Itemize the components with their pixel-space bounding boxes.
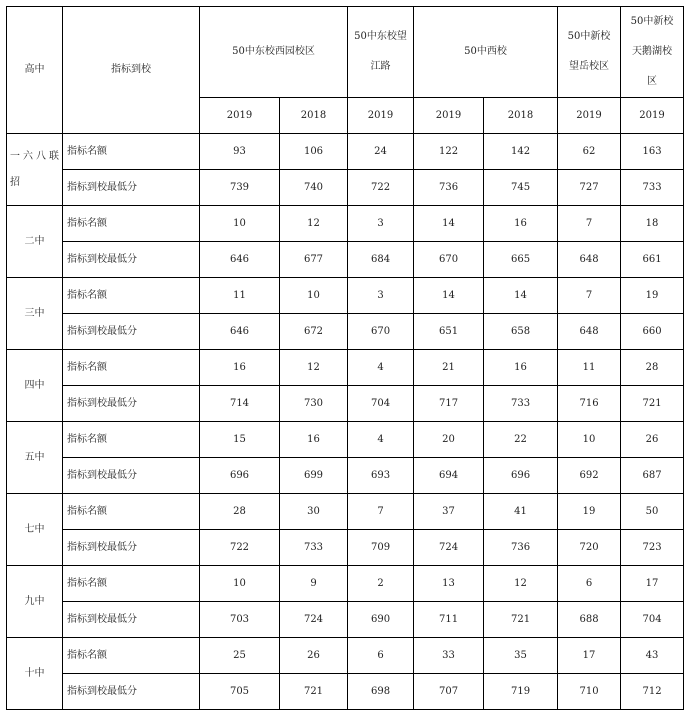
quota-cell: 35 xyxy=(484,638,558,674)
metric-quota-label: 指标名额 xyxy=(63,494,200,530)
quota-cell: 11 xyxy=(200,278,280,314)
min-score-cell: 736 xyxy=(414,170,484,206)
quota-cell: 12 xyxy=(280,206,348,242)
metric-min-score-label: 指标到校最低分 xyxy=(63,602,200,638)
metric-min-score-label: 指标到校最低分 xyxy=(63,458,200,494)
quota-cell: 16 xyxy=(484,206,558,242)
quota-cell: 43 xyxy=(621,638,684,674)
min-score-cell: 684 xyxy=(348,242,414,278)
min-score-cell: 705 xyxy=(200,674,280,710)
header-year: 2019 xyxy=(414,98,484,134)
quota-cell: 3 xyxy=(348,206,414,242)
min-score-cell: 665 xyxy=(484,242,558,278)
quota-cell: 10 xyxy=(280,278,348,314)
table-row xyxy=(7,458,684,494)
quota-cell: 50 xyxy=(621,494,684,530)
min-score-cell: 716 xyxy=(558,386,621,422)
quota-cell: 18 xyxy=(621,206,684,242)
quota-cell: 163 xyxy=(621,134,684,170)
table-row xyxy=(7,674,684,710)
table-row xyxy=(7,638,684,674)
min-score-cell: 699 xyxy=(280,458,348,494)
header-campus-wangyue: 50中新校望岳校区 xyxy=(558,7,621,98)
table-row xyxy=(7,314,684,350)
metric-quota-label: 指标名额 xyxy=(63,134,200,170)
min-score-cell: 740 xyxy=(280,170,348,206)
quota-cell: 24 xyxy=(348,134,414,170)
min-score-cell: 698 xyxy=(348,674,414,710)
metric-quota-label: 指标名额 xyxy=(63,278,200,314)
min-score-cell: 693 xyxy=(348,458,414,494)
quota-cell: 106 xyxy=(280,134,348,170)
quota-cell: 19 xyxy=(558,494,621,530)
min-score-cell: 736 xyxy=(484,530,558,566)
min-score-cell: 660 xyxy=(621,314,684,350)
quota-cell: 28 xyxy=(200,494,280,530)
quota-cell: 12 xyxy=(280,350,348,386)
min-score-cell: 723 xyxy=(621,530,684,566)
min-score-cell: 687 xyxy=(621,458,684,494)
school-name: 五中 xyxy=(7,422,63,494)
metric-min-score-label: 指标到校最低分 xyxy=(63,674,200,710)
quota-cell: 10 xyxy=(558,422,621,458)
quota-cell: 33 xyxy=(414,638,484,674)
header-year: 2018 xyxy=(484,98,558,134)
min-score-cell: 651 xyxy=(414,314,484,350)
header-campus-west: 50中西校 xyxy=(414,7,558,98)
min-score-cell: 739 xyxy=(200,170,280,206)
table-row xyxy=(7,530,684,566)
quota-cell: 10 xyxy=(200,206,280,242)
header-campus-xiyuan: 50中东校西园校区 xyxy=(200,7,348,98)
min-score-cell: 696 xyxy=(484,458,558,494)
table-row xyxy=(7,602,684,638)
min-score-cell: 670 xyxy=(348,314,414,350)
min-score-cell: 672 xyxy=(280,314,348,350)
min-score-cell: 646 xyxy=(200,314,280,350)
quota-cell: 11 xyxy=(558,350,621,386)
min-score-cell: 688 xyxy=(558,602,621,638)
quota-cell: 62 xyxy=(558,134,621,170)
min-score-cell: 733 xyxy=(484,386,558,422)
school-name: 七中 xyxy=(7,494,63,566)
quota-cell: 9 xyxy=(280,566,348,602)
min-score-cell: 724 xyxy=(280,602,348,638)
table-row xyxy=(7,350,684,386)
min-score-cell: 710 xyxy=(558,674,621,710)
quota-cell: 10 xyxy=(200,566,280,602)
quota-cell: 13 xyxy=(414,566,484,602)
quota-cell: 14 xyxy=(484,278,558,314)
min-score-cell: 733 xyxy=(621,170,684,206)
quota-cell: 4 xyxy=(348,422,414,458)
school-name: 二中 xyxy=(7,206,63,278)
header-year: 2019 xyxy=(621,98,684,134)
quota-cell: 14 xyxy=(414,206,484,242)
metric-quota-label: 指标名额 xyxy=(63,638,200,674)
min-score-cell: 677 xyxy=(280,242,348,278)
quota-cell: 122 xyxy=(414,134,484,170)
min-score-cell: 721 xyxy=(621,386,684,422)
min-score-cell: 646 xyxy=(200,242,280,278)
table-row xyxy=(7,170,684,206)
metric-min-score-label: 指标到校最低分 xyxy=(63,386,200,422)
min-score-cell: 692 xyxy=(558,458,621,494)
min-score-cell: 745 xyxy=(484,170,558,206)
header-school: 高中 xyxy=(7,7,63,134)
min-score-cell: 719 xyxy=(484,674,558,710)
min-score-cell: 730 xyxy=(280,386,348,422)
quota-cell: 30 xyxy=(280,494,348,530)
quota-cell: 22 xyxy=(484,422,558,458)
min-score-cell: 724 xyxy=(414,530,484,566)
quota-cell: 16 xyxy=(484,350,558,386)
quota-cell: 7 xyxy=(558,278,621,314)
header-campus-wangjiang: 50中东校望江路 xyxy=(348,7,414,98)
table-row xyxy=(7,386,684,422)
quota-cell: 37 xyxy=(414,494,484,530)
min-score-cell: 709 xyxy=(348,530,414,566)
min-score-cell: 727 xyxy=(558,170,621,206)
school-name: 一六八联招 xyxy=(7,134,63,206)
quota-cell: 16 xyxy=(200,350,280,386)
min-score-cell: 714 xyxy=(200,386,280,422)
min-score-cell: 696 xyxy=(200,458,280,494)
quota-cell: 28 xyxy=(621,350,684,386)
quota-cell: 93 xyxy=(200,134,280,170)
quota-cell: 15 xyxy=(200,422,280,458)
school-name: 十中 xyxy=(7,638,63,710)
quota-cell: 25 xyxy=(200,638,280,674)
quota-cell: 14 xyxy=(414,278,484,314)
school-name: 九中 xyxy=(7,566,63,638)
quota-cell: 26 xyxy=(621,422,684,458)
quota-cell: 20 xyxy=(414,422,484,458)
min-score-cell: 658 xyxy=(484,314,558,350)
quota-cell: 26 xyxy=(280,638,348,674)
min-score-cell: 703 xyxy=(200,602,280,638)
table-row xyxy=(7,206,684,242)
min-score-cell: 721 xyxy=(280,674,348,710)
min-score-cell: 648 xyxy=(558,314,621,350)
table-row xyxy=(7,422,684,458)
table-row xyxy=(7,134,684,170)
metric-min-score-label: 指标到校最低分 xyxy=(63,242,200,278)
quota-cell: 3 xyxy=(348,278,414,314)
quota-cell: 21 xyxy=(414,350,484,386)
quota-cell: 142 xyxy=(484,134,558,170)
header-row-campus xyxy=(7,7,684,98)
metric-quota-label: 指标名额 xyxy=(63,206,200,242)
admission-quota-table xyxy=(6,6,684,710)
header-year: 2019 xyxy=(200,98,280,134)
min-score-cell: 670 xyxy=(414,242,484,278)
quota-cell: 17 xyxy=(621,566,684,602)
min-score-cell: 721 xyxy=(484,602,558,638)
header-metric: 指标到校 xyxy=(63,7,200,134)
header-year: 2019 xyxy=(348,98,414,134)
school-name: 四中 xyxy=(7,350,63,422)
table-row xyxy=(7,566,684,602)
min-score-cell: 712 xyxy=(621,674,684,710)
quota-cell: 6 xyxy=(348,638,414,674)
min-score-cell: 704 xyxy=(621,602,684,638)
metric-quota-label: 指标名额 xyxy=(63,566,200,602)
min-score-cell: 722 xyxy=(348,170,414,206)
min-score-cell: 661 xyxy=(621,242,684,278)
header-year: 2019 xyxy=(558,98,621,134)
min-score-cell: 711 xyxy=(414,602,484,638)
min-score-cell: 690 xyxy=(348,602,414,638)
header-year: 2018 xyxy=(280,98,348,134)
quota-cell: 17 xyxy=(558,638,621,674)
quota-cell: 2 xyxy=(348,566,414,602)
min-score-cell: 733 xyxy=(280,530,348,566)
quota-cell: 16 xyxy=(280,422,348,458)
min-score-cell: 704 xyxy=(348,386,414,422)
quota-cell: 7 xyxy=(558,206,621,242)
metric-min-score-label: 指标到校最低分 xyxy=(63,314,200,350)
min-score-cell: 722 xyxy=(200,530,280,566)
quota-cell: 7 xyxy=(348,494,414,530)
metric-min-score-label: 指标到校最低分 xyxy=(63,530,200,566)
quota-cell: 19 xyxy=(621,278,684,314)
min-score-cell: 694 xyxy=(414,458,484,494)
header-campus-tianehu: 50中新校天鹅湖校区 xyxy=(621,7,684,98)
quota-cell: 41 xyxy=(484,494,558,530)
min-score-cell: 717 xyxy=(414,386,484,422)
metric-min-score-label: 指标到校最低分 xyxy=(63,170,200,206)
table-row xyxy=(7,242,684,278)
quota-cell: 6 xyxy=(558,566,621,602)
min-score-cell: 707 xyxy=(414,674,484,710)
metric-quota-label: 指标名额 xyxy=(63,422,200,458)
metric-quota-label: 指标名额 xyxy=(63,350,200,386)
quota-cell: 4 xyxy=(348,350,414,386)
min-score-cell: 648 xyxy=(558,242,621,278)
table-row xyxy=(7,494,684,530)
min-score-cell: 720 xyxy=(558,530,621,566)
school-name: 三中 xyxy=(7,278,63,350)
table-row xyxy=(7,278,684,314)
quota-cell: 12 xyxy=(484,566,558,602)
